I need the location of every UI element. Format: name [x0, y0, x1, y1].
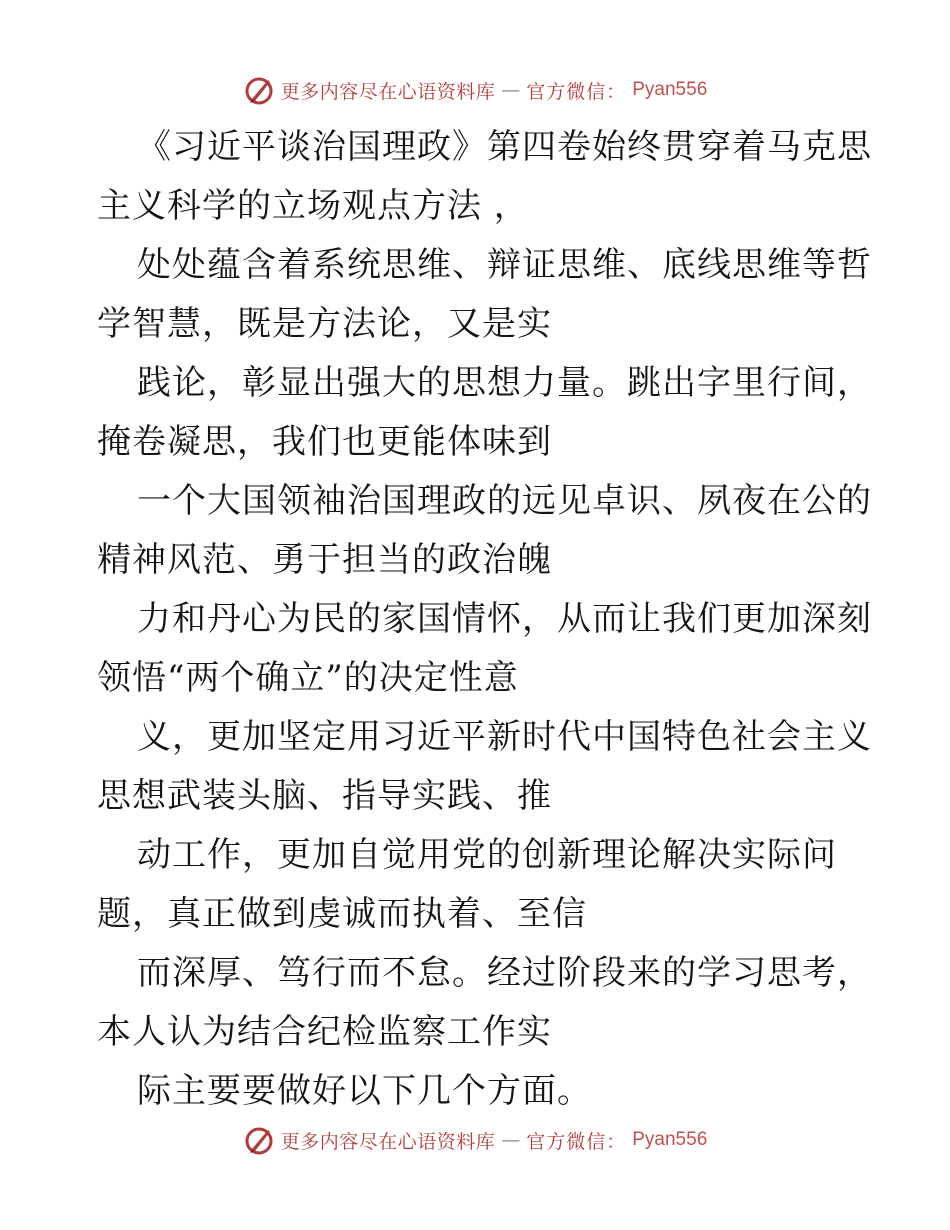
body-line: 《习近平谈治国理政》第四卷始终贯穿着马克思: [137, 127, 872, 167]
banner-brand-text: 更多内容尽在心语资料库: [280, 1130, 496, 1153]
body-line: 思想武装头脑、指导实践、推: [97, 776, 552, 816]
document-body: [97, 118, 872, 1121]
page-header: [0, 70, 950, 110]
body-line: 主义科学的立场观点方法 ，: [97, 186, 529, 226]
quill-pen-circle-icon: [243, 1124, 275, 1156]
quill-pen-circle-icon: [243, 74, 275, 106]
body-line: 际主要要做好以下几个方面。: [137, 1071, 592, 1111]
banner-wechat-id: Pyan556: [632, 1129, 708, 1150]
footer-banner: [243, 1124, 708, 1156]
body-line: 力和丹心为民的家国情怀，从而让我们更加深刻: [137, 599, 872, 639]
body-line: 精神风范、勇于担当的政治魄: [97, 540, 552, 580]
body-line: 处处蕴含着系统思维、辩证思维、底线思维等哲: [137, 245, 872, 285]
body-line: 学智慧，既是方法论，又是实: [97, 304, 552, 344]
body-line: 领悟“两个确立”的决定性意: [97, 658, 519, 698]
body-line: 践论，彰显出强大的思想力量。跳出字里行间，: [137, 363, 872, 403]
banner-dash: —: [501, 1129, 521, 1151]
banner-dash: —: [501, 79, 521, 101]
header-banner: [243, 74, 708, 106]
banner-wechat-id: Pyan556: [632, 79, 708, 100]
page-footer: [0, 1120, 950, 1160]
body-line: 掩卷凝思，我们也更能体味到: [97, 422, 552, 462]
banner-official-label: 官方微信：: [526, 1130, 627, 1153]
body-line: 本人认为结合纪检监察工作实: [97, 1012, 552, 1052]
body-line: 义，更加坚定用习近平新时代中国特色社会主义: [137, 717, 872, 757]
body-line: 而深厚、笃行而不怠。经过阶段来的学习思考，: [137, 953, 872, 993]
body-line: 一个大国领袖治国理政的远见卓识、夙夜在公的: [137, 481, 872, 521]
banner-brand-text: 更多内容尽在心语资料库: [280, 80, 496, 103]
banner-official-label: 官方微信：: [526, 80, 627, 103]
body-line: 动工作，更加自觉用党的创新理论解决实际问: [137, 835, 837, 875]
body-line: 题，真正做到虔诚而执着、至信: [97, 894, 587, 934]
